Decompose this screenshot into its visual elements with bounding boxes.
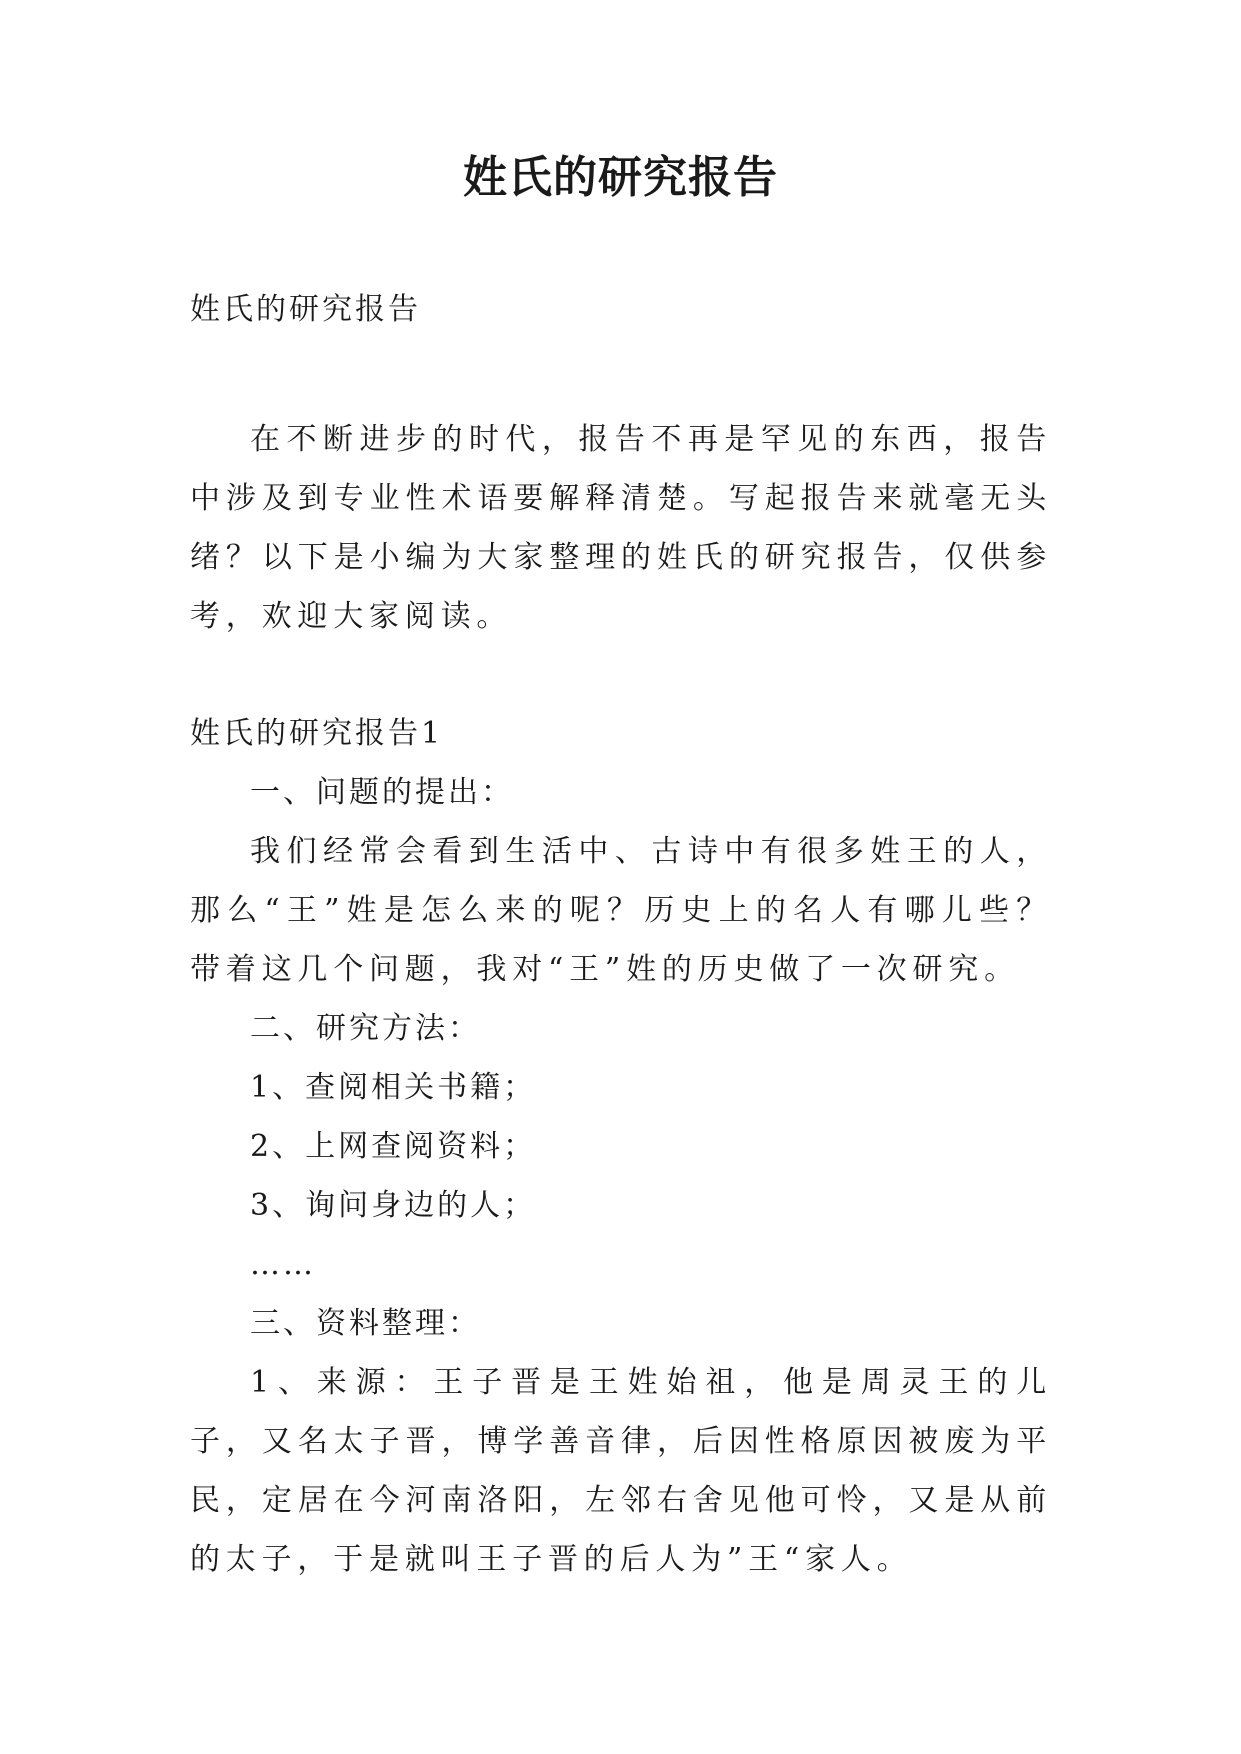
paragraph-method-heading: 二、研究方法： — [250, 1011, 481, 1046]
paragraph-method-2: 2、上网查阅资料； — [250, 1129, 537, 1164]
paragraph-ellipsis: …… — [250, 1247, 316, 1282]
paragraph-data-heading: 三、资料整理： — [250, 1306, 481, 1341]
paragraph-origin-text: 1、来源：王子晋是王姓始祖，他是周灵王的儿子，又名太子晋，博学善音律，后因性格原因被废为平民，定居在今河南洛阳，左邻右舍见他可怜，又是从前的太子，于是就叫王子晋的后人为”王“家人。 — [190, 1365, 1052, 1577]
intro-paragraph: 在不断进步的时代，报告不再是罕见的东西，报告中涉及到专业性术语要解释清楚。写起报告来就毫无头绪？以下是小编为大家整理的姓氏的研究报告，仅供参考，欢迎大家阅读。 — [190, 422, 1052, 634]
section-heading: 姓氏的研究报告1 — [190, 716, 444, 751]
document-subtitle: 姓氏的研究报告 — [190, 292, 421, 327]
paragraph-problem-heading: 一、问题的提出： — [250, 775, 514, 810]
document-body — [190, 290, 1052, 1589]
document-title: 姓氏的研究报告 — [463, 152, 778, 203]
paragraph-method-3: 3、询问身边的人； — [250, 1188, 537, 1223]
paragraph-problem-text: 我们经常会看到生活中、古诗中有很多姓王的人，那么“王”姓是怎么来的呢？历史上的名人有哪儿些？带着这几个问题，我对“王”姓的历史做了一次研究。 — [190, 834, 1052, 987]
paragraph-method-1: 1、查阅相关书籍； — [250, 1070, 537, 1105]
